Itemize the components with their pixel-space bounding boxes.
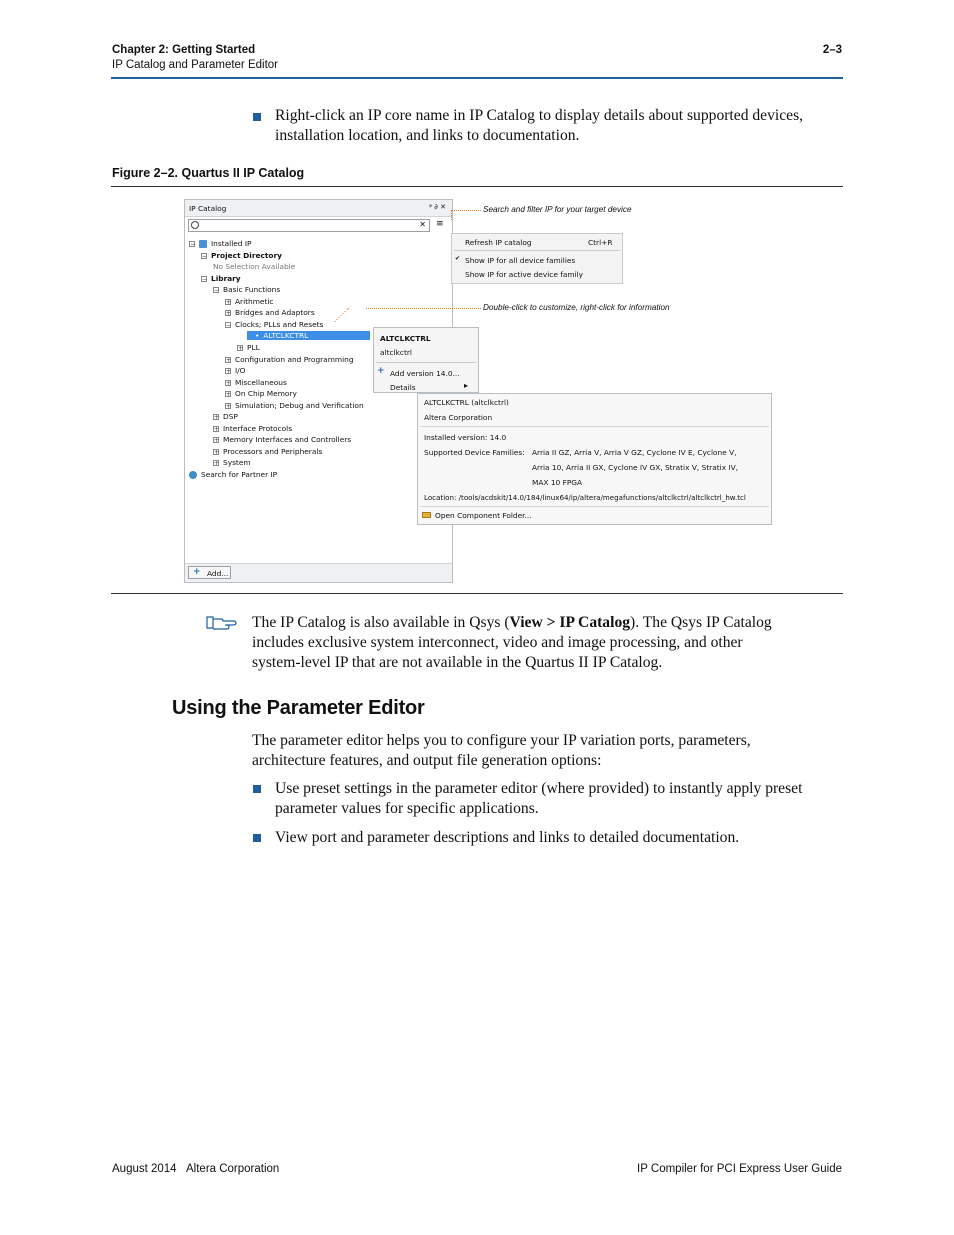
tree-item[interactable] <box>213 262 295 271</box>
tree-item-label: Processors and Peripherals <box>223 446 323 456</box>
footer-company: Altera Corporation <box>186 1163 280 1175</box>
running-header-chapter: Chapter 2: Getting Started <box>112 44 256 56</box>
plus-icon: + <box>377 366 385 376</box>
tree-item[interactable] <box>225 320 323 329</box>
bullet-icon: • <box>255 331 260 341</box>
tree-item[interactable] <box>213 424 292 433</box>
panel-pin-close-icons[interactable]: ᵠ ∂ ✕ <box>429 203 446 211</box>
collapse-icon[interactable]: − <box>202 252 208 260</box>
checkmark-icon: ✔ <box>455 255 461 262</box>
search-clear-icon[interactable]: ✕ <box>419 220 426 229</box>
details-vendor: Altera Corporation <box>424 413 493 422</box>
intro-bullet-text: Right-click an IP core name in IP Catalog to display details about supported devices, installation location, and links to documentation. <box>275 107 804 144</box>
collapse-icon[interactable]: − <box>202 275 208 283</box>
page-number: 2–3 <box>822 44 842 56</box>
menu-details[interactable]: Details <box>390 383 416 392</box>
tree-item[interactable] <box>225 355 354 364</box>
add-button[interactable] <box>188 566 231 579</box>
tree-item[interactable] <box>237 343 260 352</box>
tree-item[interactable] <box>225 308 315 317</box>
intro-paragraph: The parameter editor helps you to configure your IP variation ports, parameters, architecture features, and output file generation options: <box>252 732 751 769</box>
tree-item[interactable] <box>213 435 351 444</box>
expand-icon[interactable]: + <box>226 368 232 376</box>
tree-item[interactable] <box>213 458 251 467</box>
callout-search-text: Search and filter IP for your target device <box>483 205 632 214</box>
expand-icon[interactable]: + <box>214 425 220 433</box>
tree-item-label: Installed IP <box>211 239 252 248</box>
globe-icon <box>189 471 197 479</box>
menu-show-all-families[interactable]: Show IP for all device families <box>465 256 576 265</box>
figure-top-rule <box>111 186 843 187</box>
section-title: Using the Parameter Editor <box>172 697 425 719</box>
note-text-post: ). The Qsys IP Catalog <box>630 614 772 631</box>
context-menu-title: ALTCLKCTRL <box>380 334 431 343</box>
footer-date: August 2014 <box>112 1163 177 1175</box>
tree-item-label: PLL <box>247 342 260 352</box>
tree-item-label: Configuration and Programming <box>235 354 354 364</box>
callout-leader-search-drop <box>451 210 452 220</box>
tree-item-label: Basic Functions <box>223 285 281 295</box>
context-menu <box>373 327 479 393</box>
bullet-marker <box>253 785 261 793</box>
folder-icon <box>422 512 431 518</box>
details-panel <box>417 393 772 525</box>
expand-icon[interactable]: + <box>226 356 232 364</box>
tree-item[interactable] <box>247 331 370 340</box>
collapse-icon[interactable]: − <box>214 287 220 295</box>
tree-item-label: Memory Interfaces and Controllers <box>223 435 352 445</box>
details-supported-label: Supported Device Families: <box>424 448 525 457</box>
running-header-section: IP Catalog and Parameter Editor <box>112 59 278 71</box>
menu-open-component-folder[interactable]: Open Component Folder... <box>435 511 532 520</box>
menu-separator <box>454 250 620 251</box>
menu-separator <box>376 362 476 363</box>
details-installed-version: Installed version: 14.0 <box>424 433 507 442</box>
details-name: ALTCLKCTRL (altclkctrl) <box>424 398 509 407</box>
menu-show-active-family[interactable]: Show IP for active device family <box>465 270 584 279</box>
tree-item-label: Bridges and Adaptors <box>235 308 315 318</box>
footer-doc-title: IP Compiler for PCI Express User Guide <box>637 1163 842 1175</box>
tree-item[interactable] <box>189 470 277 479</box>
expand-icon[interactable]: + <box>214 437 220 445</box>
figure-ip-catalog <box>183 197 783 585</box>
tree-item-label: ALTCLKCTRL <box>263 331 309 341</box>
note-text <box>252 613 827 673</box>
callout-leader-search <box>451 210 481 211</box>
note-text-line2: includes exclusive system interconnect, video and image processing, and other <box>252 634 743 651</box>
menu-separator <box>420 426 769 427</box>
menu-icon[interactable]: ≡ <box>436 219 444 229</box>
search-input[interactable] <box>188 219 430 232</box>
bullet-presets: Use preset settings in the parameter editor (where provided) to instantly apply preset parameter values for specific applications. <box>275 780 803 817</box>
expand-icon[interactable]: + <box>238 344 244 352</box>
menu-refresh-ip-catalog[interactable]: Refresh IP catalog <box>465 238 532 247</box>
bullet-marker <box>253 834 261 842</box>
tree-item-label: Clocks; PLLs and Resets <box>235 319 324 329</box>
expand-icon[interactable]: + <box>214 414 220 422</box>
tree-item-label: I/O <box>235 366 246 376</box>
bullet-marker <box>253 113 261 121</box>
callout-leader-doubleclick <box>366 308 481 309</box>
add-button-label: Add... <box>207 569 229 578</box>
collapse-icon[interactable]: − <box>226 321 232 329</box>
menu-refresh-shortcut: Ctrl+R <box>588 238 613 247</box>
settings-menu <box>451 233 623 284</box>
context-menu-subtitle: altclkctrl <box>380 348 412 357</box>
tree-item-label: Simulation; Debug and Verification <box>235 400 364 410</box>
expand-icon[interactable]: + <box>226 298 232 306</box>
tree-item[interactable] <box>213 412 238 421</box>
note-hand-icon <box>205 612 237 630</box>
tree-item-label: Project Directory <box>211 250 282 260</box>
tree-item-label: No Selection Available <box>213 262 296 272</box>
details-supported-line1: Arria II GZ, Arria V, Arria V GZ, Cyclone IV E, Cyclone V, <box>532 448 737 457</box>
details-supported-line2: Arria 10, Arria II GX, Cyclone IV GX, Stratix V, Stratix IV, <box>532 463 738 472</box>
plus-icon: + <box>193 567 201 577</box>
installed-ip-icon <box>199 240 207 248</box>
details-location: Location: /tools/acdskit/14.0/184/linux64/ip/altera/megafunctions/altclkctrl/altclkctrl_hw.tcl <box>424 493 746 502</box>
tree-item[interactable] <box>213 447 322 456</box>
expand-icon[interactable]: + <box>226 310 232 318</box>
tree-item[interactable] <box>225 366 246 375</box>
tree-item[interactable] <box>189 239 251 248</box>
tree-item-label: System <box>223 458 251 468</box>
callout-doubleclick-text: Double-click to customize, right-click for information <box>483 303 670 312</box>
bullet-descriptions: View port and parameter descriptions and links to detailed documentation. <box>275 829 740 846</box>
tree-item-label: DSP <box>223 412 238 422</box>
note-text-line3: system-level IP that are not available in the Quartus II IP Catalog. <box>252 654 663 671</box>
note-text-pre: The IP Catalog is also available in Qsys ( <box>252 614 510 631</box>
expand-icon[interactable]: + <box>226 379 232 387</box>
tree-item-label: Library <box>211 273 241 283</box>
figure-caption: Figure 2–2. Quartus II IP Catalog <box>112 166 305 180</box>
tree-item-label: Arithmetic <box>235 296 274 306</box>
menu-separator <box>420 506 769 507</box>
expand-icon[interactable]: + <box>214 460 220 468</box>
panel-bottombar <box>185 563 452 582</box>
tree-item-label: Miscellaneous <box>235 377 287 387</box>
tree-item[interactable] <box>225 378 287 387</box>
details-supported-line3: MAX 10 FPGA <box>532 478 583 487</box>
submenu-arrow-icon: ▸ <box>464 381 469 390</box>
menu-add-version[interactable]: Add version 14.0... <box>390 369 460 378</box>
tree-item[interactable] <box>213 285 280 294</box>
expand-icon[interactable]: + <box>226 391 232 399</box>
search-icon <box>191 221 199 229</box>
tree-item[interactable] <box>225 389 297 398</box>
tree-item[interactable] <box>201 251 282 260</box>
tree-item-label: Search for Partner IP <box>201 470 278 479</box>
panel-title: IP Catalog <box>189 204 227 213</box>
tree-item[interactable] <box>225 401 364 410</box>
note-text-bold: View > IP Catalog <box>509 614 631 631</box>
tree-item[interactable] <box>225 297 274 306</box>
expand-icon[interactable]: + <box>226 402 232 410</box>
header-rule <box>111 77 843 79</box>
expand-icon[interactable]: + <box>214 448 220 456</box>
panel-titlebar <box>185 200 452 217</box>
tree-item-label: On Chip Memory <box>235 389 297 399</box>
tree-item-label: Interface Protocols <box>223 423 293 433</box>
collapse-icon[interactable]: − <box>190 241 196 248</box>
tree-item[interactable] <box>201 274 241 283</box>
figure-bottom-rule <box>111 593 843 594</box>
